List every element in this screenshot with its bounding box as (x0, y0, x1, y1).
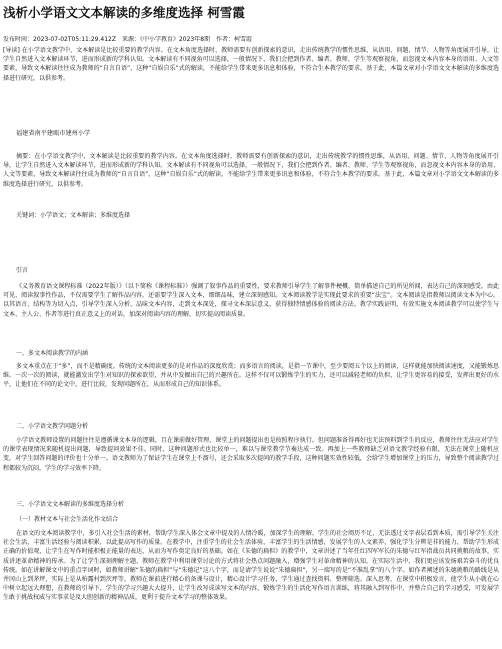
section-heading-1: 一、多文本阅读教学的内涵 (16, 350, 89, 357)
abstract: 摘要：在小学语文教学中，文本解读是比较重要的教学内容。在文本角度选择时，教师需要有创新探索的意识，走出传统教学的惯性思维，从语用、问题、情节、人物等角度展开引导，让学生自然进入文本解读环节，进而形成新的学科认知。文本解读有不同视角可以选择，一般情况下，我们会把到作者、编者、教师、学生等观察视角，而忽视文本内容本身的语用、人文等要素，导致文本解读往往成为教师的“自言自语”，这种“自娱自乐”式的解读，不能给学生带来更多讯息和体验，不符合生本教学的要求。基于此，本篇文章对小学语文文本解读的多维度选择进行研究，以供参考。 (3, 153, 499, 188)
section-heading-2: 二、小学语文教学问题分析 (16, 423, 89, 430)
paragraph-1: 多文本重点在于“多”，而不是精确度。传统的文本阅读更多的是对作品的深度欣赏；而多语言的阅读，是指一节课中，至少要阅五个以上的阅读，这样就能加快阅读速度，又能锻炼思维。一次一次的阅读，就能激发出学生对知识的探索欲望，并从中发掘出自己的兴趣所在。这样不仅可以锻炼学生的实力，还可以减轻老师的负担，让学生更容易的接受，发挥出更好的水平，让他们在不同的论文中，进行比较，发现问题所在，从而形成自己的知识体系。 (3, 363, 499, 389)
subsection-heading-3-1: （一）教材文本与社会生活化作文结合 (16, 516, 119, 523)
article-meta: 发布时间：2023-07-02T05:11:29.412Z 来源：《中小学教育》2023年8期 作者：柯雪霞 (3, 36, 253, 43)
article-title: 浅析小学语文文本解读的多维度选择 柯雪霞 (3, 5, 245, 20)
paragraph-3: 在语文的文本阅读教学中，多引入社会生活的素材，帮助学生深入体会文章中提及的人情冷暖，加深学生的理解。学生的社会阅历不足，无法透过文字表层看到本质，需引导学生关注社会生活，丰富生活经验与阅读积累，以此提高写作的质量。在教学中，注重学生的社会生活体验，丰富学生的生活情感，发展学生的人文素养，强化学生分辨是非的能力，帮助学生形成正确的价值观，让学生在写作时能积极正能量的表达，从而为写作奠定良好的基础。如在《朱德的扁担》的教学中，文章讲述了当年任红四军军长的朱德与红军指战员共同挑粮的故事，实质讲述革命精神的传承。为了让学生深刻理解主题，教师在教学中利用课堂讨论的方式将社会热点问题融入，增强学生对革命精神的认知，在实际生活中，我们更应该发扬艰苦奋斗的优良传统。如在讲解课文中的重点字词时，如教师讲解“朱德的扁担”与“朱德记”这八个字，而是请学生说说“朱德扁担”，另一端写的是“不准乱拿”的八个字。如作者阐述的朱德挑粮的路线是从井冈山上到茅坪，实际上是从柏露村到茨坪等，教师在课前进行精心的备课与设计，精心设计学习任务，学生通过查找资料、整理筛选、深入思考，在课堂中积极发言，使学生从小就在心中树立起远大理想，在教师的引导下，学生的学习兴趣大大提升，让学生改写成读写文本的内容，锻炼学生的生活化写作语言训练，将其融入到写作中，并整合自己的学习感受，可发展学生敢于挑战权威与实事求是及大胆创新的精神品质，更利于提升文本学习的整体效果。 (3, 530, 499, 602)
section-heading-3: 三、小学语文文本解读的多维度选择分析 (16, 501, 125, 508)
author-organization: 福建省南平建瓯市建州小学 (16, 130, 91, 137)
abstract-guide: [导读] 在小学语文教学中，文本解读是比较重要的教学内容。在文本角度选择时，教师需要有创新探索的意识，走出传统教学的惯性思维，从语用、问题、情节、人物等角度展开引导，让学生自然进入文本解读环节，进而形成新的学科认知。文本解读有不同视角可以选择，一般情况下，我们会把到作者、编者、教师、学生等观察视角，而忽视文本内容本身的语用、人文等要素，导致文本解读往往成为教师的“自言自语”，这种“自娱自乐”式的解读，不能给学生带来更多讯息和体验，不符合生本教学的要求。基于此，本篇文章对小学语文文本解读的多维度选择进行研究，以供参考。 (3, 47, 499, 82)
section-heading-intro: 引言 (16, 267, 29, 274)
paragraph-intro: 《义务教育语文课程标准（2022年版）》（以下简称《课程标准》）强调了叙事作品的重要性，要求教师引导学生了解事件梗概，简单描述自己的所见所闻，表达自己的深刻感受。由此可见，阅读叙事性作品，不仅需要学生了解作品内容，还需要学生深入文本，细细品味，建立深刻感知。文本阅读教学是实现此要求的重要“法宝”。文本阅读是指教师以阅读文本为中心，以其语言、结构等为切入点，引导学生深入分析、品味文本内容，走到文本深处，探寻文本深层意义，获得独特情感体验的阅读方法。教学实践证明，有效实施文本阅读教学可以使学生与文本、主人公、作者等进行真正意义上的对话，加深对阅读内容的理解，切实提高阅读质量。 (3, 283, 499, 318)
keywords: 关键词：小学语文；文本解读；多维度选择 (16, 212, 131, 219)
paragraph-2: 小学语文教师设置的问题往往是遵循课文本身的逻辑，且在课前做好管理，课堂上的问题提出也是按照程序执行。但问题准备得再好也无法预料到学生的反应，教师往往无法应对学生的课堂表现情况来随机提出问题，导致提问效果不佳。同时，这种问题形式也比较单一，难以与课堂教学节奏达成一致。再加上一些教师缺乏对语文教学经验有限，无法在课堂上随机应变，对学生回答问题的评价也十分单一。语文教师为了保证学生在课堂上不溜号，还会采取多次提问的教学手段，这种问题实效性较低，会给学生增加课堂上的压力，导致整个阅读教学过程都较为沉闷，学生的学习效率下降。 (3, 437, 499, 472)
